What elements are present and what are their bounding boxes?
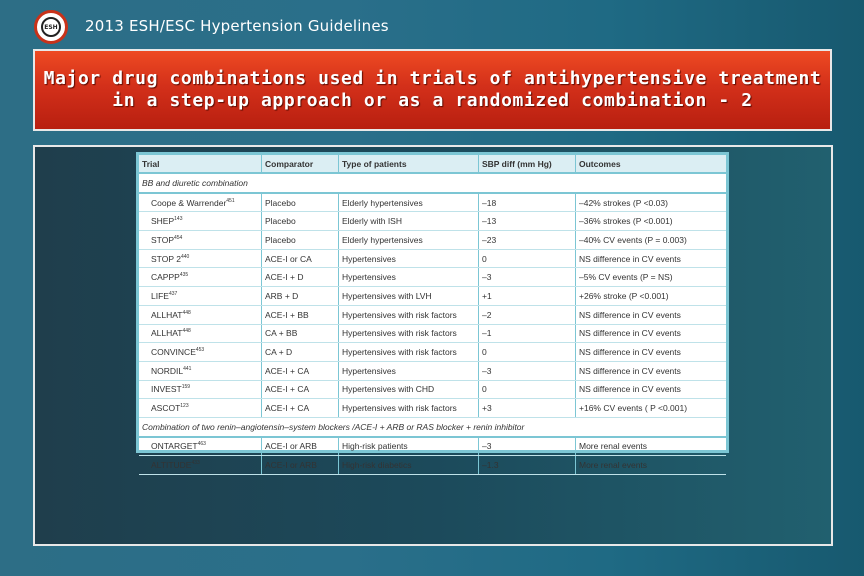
cell-trial: [139, 249, 262, 268]
cell-outcome: +16% CV events ( P <0.001): [576, 399, 727, 418]
trial-name: Coope & Warrender: [151, 197, 227, 208]
cell-outcome: More renal events: [576, 437, 727, 456]
cell-trial: [139, 193, 262, 212]
cell-comparator: ARB + D: [262, 287, 339, 306]
trial-reference: 448: [182, 309, 191, 316]
table-row: [139, 287, 726, 306]
cell-sbp-diff: –3: [479, 361, 576, 380]
cell-outcome: –40% CV events (P = 0.003): [576, 231, 727, 250]
table-row: [139, 212, 726, 231]
cell-comparator: ACE-I + CA: [262, 399, 339, 418]
cell-sbp-diff: +1: [479, 287, 576, 306]
trial-reference: 159: [181, 384, 191, 391]
cell-outcome: –5% CV events (P = NS): [576, 268, 727, 287]
table-row: [139, 193, 726, 212]
trial-reference: 451: [226, 197, 235, 204]
cell-sbp-diff: –1: [479, 324, 576, 343]
table-row: [139, 361, 726, 380]
trial-reference: 440: [180, 253, 190, 260]
trial-reference: 143: [174, 216, 183, 223]
cell-sbp-diff: –13: [479, 212, 576, 231]
trial-name: ALLHAT: [151, 328, 183, 339]
table-header-row: [139, 155, 726, 173]
trial-name: CAPPP: [151, 272, 180, 283]
cell-trial: [139, 437, 262, 456]
esh-logo: [34, 10, 68, 44]
table-row: [139, 324, 726, 343]
cell-sbp-diff: 0: [479, 343, 576, 362]
trial-reference: 448: [182, 328, 191, 335]
trial-reference: 123: [180, 403, 189, 410]
cell-patients: Elderly hypertensives: [339, 193, 479, 212]
cell-comparator: Placebo: [262, 212, 339, 231]
cell-trial: [139, 212, 262, 231]
table-row: [139, 231, 726, 250]
cell-trial: [139, 361, 262, 380]
cell-trial: [139, 231, 262, 250]
cell-outcome: NS difference in CV events: [576, 380, 727, 399]
section-title: Combination of two renin–angiotensin–system blockers /ACE-I + ARB or RAS blocker + renin inhibitor: [139, 417, 726, 436]
cell-trial: [139, 305, 262, 324]
trial-reference: 463: [197, 441, 206, 448]
cell-patients: Hypertensives with risk factors: [339, 399, 479, 418]
header-trial: Trial: [139, 155, 262, 173]
trial-reference: 453: [195, 347, 205, 354]
cell-sbp-diff: 0: [479, 380, 576, 399]
cell-outcome: NS difference in CV events: [576, 324, 727, 343]
cell-comparator: ACE-I + CA: [262, 380, 339, 399]
trial-reference: 435: [179, 272, 189, 279]
section-row: [139, 417, 726, 436]
page-header-title: 2013 ESH/ESC Hypertension Guidelines: [85, 17, 389, 35]
esh-logo-mark: ESH: [41, 17, 61, 37]
trial-name: NORDIL: [151, 365, 184, 376]
cell-comparator: ACE-I or CA: [262, 249, 339, 268]
cell-patients: Hypertensives: [339, 249, 479, 268]
trial-reference: 433: [191, 460, 200, 467]
cell-comparator: CA + D: [262, 343, 339, 362]
cell-patients: Hypertensives: [339, 268, 479, 287]
section-title: BB and diuretic combination: [139, 173, 726, 193]
cell-sbp-diff: 0: [479, 249, 576, 268]
cell-outcome: –42% strokes (P <0.03): [576, 193, 727, 212]
cell-outcome: NS difference in CV events: [576, 361, 727, 380]
cell-comparator: ACE-I + BB: [262, 305, 339, 324]
cell-patients: Hypertensives with risk factors: [339, 305, 479, 324]
table-row: [139, 343, 726, 362]
trials-table-container: [136, 152, 729, 471]
trial-reference: 454: [174, 235, 183, 242]
slide-title-line-2: in a step-up approach or as a randomized combination - 2: [112, 90, 753, 111]
cell-comparator: ACE-I or ARB: [262, 456, 339, 475]
header-comparator: Comparator: [262, 155, 339, 173]
trials-table: [139, 155, 726, 475]
cell-patients: Elderly with ISH: [339, 212, 479, 231]
header-type-of-patients: Type of patients: [339, 155, 479, 173]
cell-patients: Hypertensives with risk factors: [339, 343, 479, 362]
trial-name: INVEST: [151, 384, 182, 395]
trial-name: ALLHAT: [151, 309, 183, 320]
trial-name: STOP 2: [151, 253, 181, 264]
trial-reference: 441: [183, 365, 192, 372]
cell-trial: [139, 380, 262, 399]
cell-patients: Elderly hypertensives: [339, 231, 479, 250]
cell-trial: [139, 456, 262, 475]
cell-sbp-diff: –1.3: [479, 456, 576, 475]
cell-comparator: Placebo: [262, 193, 339, 212]
header-sbp-diff: SBP diff (mm Hg): [479, 155, 576, 173]
trial-name: ASCOT: [151, 403, 181, 414]
cell-patients: Hypertensives: [339, 361, 479, 380]
table-row: [139, 268, 726, 287]
cell-trial: [139, 268, 262, 287]
trial-name: ALTITUDE: [151, 460, 192, 471]
table-row: [139, 380, 726, 399]
cell-sbp-diff: +3: [479, 399, 576, 418]
header-outcomes: Outcomes: [576, 155, 727, 173]
cell-outcome: More renal events: [576, 456, 727, 475]
cell-trial: [139, 324, 262, 343]
cell-sbp-diff: –3: [479, 268, 576, 287]
cell-patients: Hypertensives with CHD: [339, 380, 479, 399]
cell-trial: [139, 399, 262, 418]
cell-sbp-diff: –18: [479, 193, 576, 212]
cell-patients: High-risk diabetics: [339, 456, 479, 475]
cell-sbp-diff: –3: [479, 437, 576, 456]
cell-outcome: –36% strokes (P <0.001): [576, 212, 727, 231]
table-row: [139, 437, 726, 456]
cell-outcome: NS difference in CV events: [576, 343, 727, 362]
cell-patients: Hypertensives with risk factors: [339, 324, 479, 343]
table-row: [139, 249, 726, 268]
cell-outcome: NS difference in CV events: [576, 305, 727, 324]
cell-trial: [139, 343, 262, 362]
cell-comparator: ACE-I or ARB: [262, 437, 339, 456]
table-row: [139, 456, 726, 475]
cell-patients: Hypertensives with LVH: [339, 287, 479, 306]
trial-name: LIFE: [151, 290, 169, 301]
cell-comparator: ACE-I + D: [262, 268, 339, 287]
cell-outcome: NS difference in CV events: [576, 249, 727, 268]
slide-title-line-1: Major drug combinations used in trials of antihypertensive treatment: [43, 68, 822, 89]
trial-name: SHEP: [151, 216, 175, 227]
table-body: [139, 173, 726, 475]
trial-name: STOP: [151, 234, 174, 245]
table-row: [139, 305, 726, 324]
slide-title-banner: [33, 49, 832, 131]
cell-sbp-diff: –23: [479, 231, 576, 250]
trial-reference: 437: [168, 291, 178, 298]
cell-comparator: Placebo: [262, 231, 339, 250]
trial-name: ONTARGET: [151, 441, 198, 452]
section-row: [139, 173, 726, 193]
cell-comparator: CA + BB: [262, 324, 339, 343]
cell-sbp-diff: –2: [479, 305, 576, 324]
trial-name: CONVINCE: [151, 347, 196, 358]
cell-patients: High-risk patients: [339, 437, 479, 456]
cell-trial: [139, 287, 262, 306]
cell-comparator: ACE-I + CA: [262, 361, 339, 380]
cell-outcome: +26% stroke (P <0.001): [576, 287, 727, 306]
table-row: [139, 399, 726, 418]
